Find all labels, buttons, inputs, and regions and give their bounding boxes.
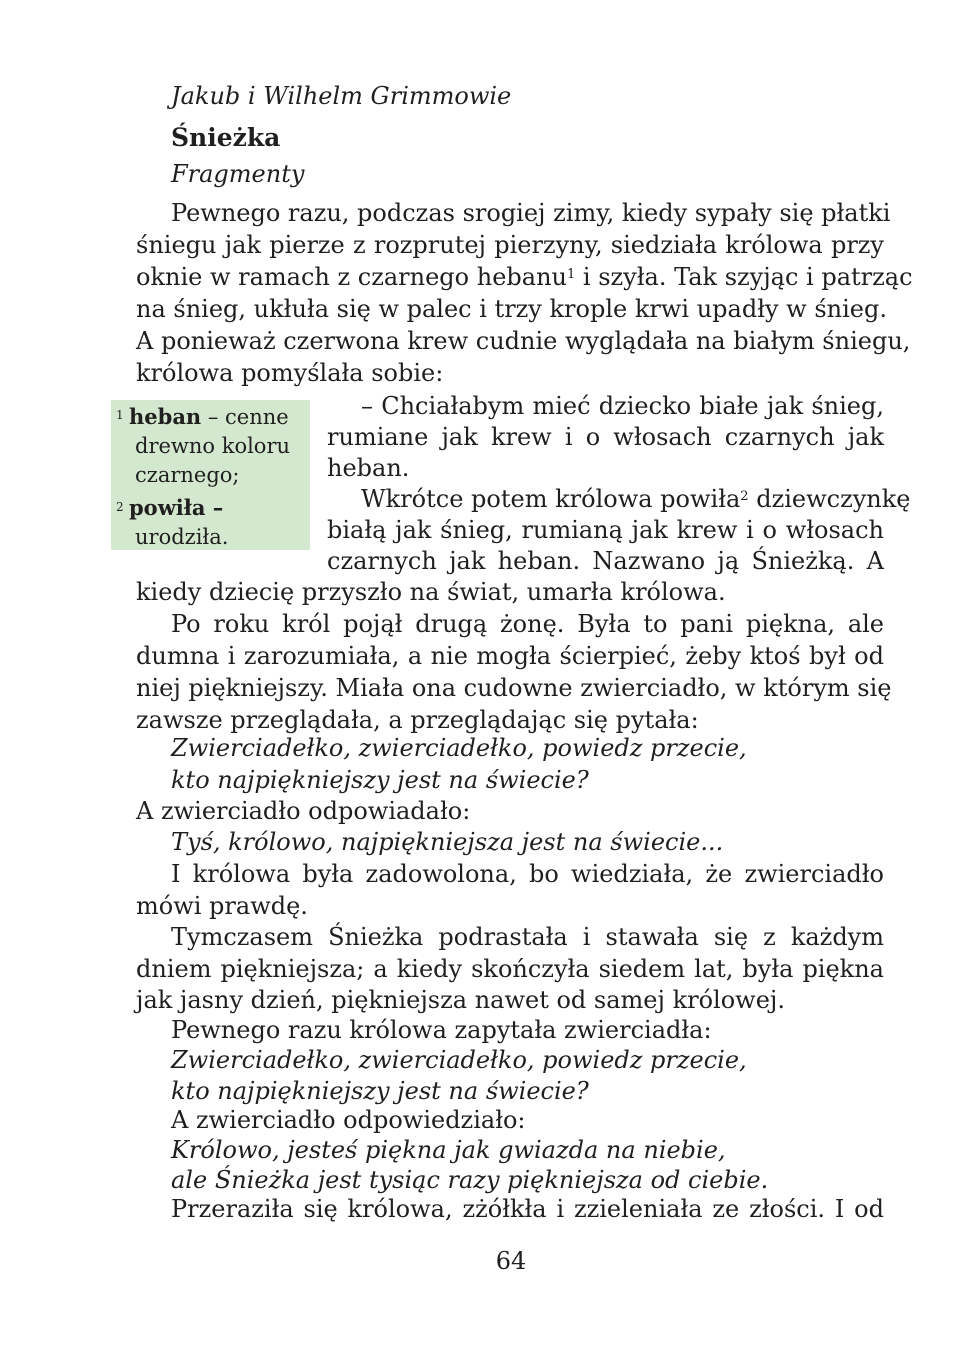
paragraph-line: [136, 261, 913, 293]
text-span: –: [205, 495, 224, 520]
paragraph-line: A zwierciadło odpowiadało:: [136, 797, 471, 825]
author: Jakub i Wilhelm Grimmowie: [171, 82, 512, 110]
paragraph-line: białą jak śnieg, rumianą jak krew i o włosach: [327, 516, 884, 544]
paragraph-line: dniem piękniejsza; a kiedy skończyła siedem lat, była piękna: [136, 955, 884, 983]
footnote-line: [129, 402, 289, 432]
footnote-ref: 1: [567, 267, 576, 282]
paragraph-line: dumna i zarozumiała, a nie mogła ścierpieć, żeby ktoś był od: [136, 642, 884, 670]
paragraph-line: niej piękniejszy. Miała ona cudowne zwierciadło, w którym się: [136, 674, 892, 702]
footnote-ref: 2: [740, 489, 749, 504]
footnote-term: powiła: [129, 495, 206, 520]
footnote-box: [111, 400, 310, 550]
footnote-line: [129, 493, 223, 523]
text-span: oknie w ramach z czarnego hebanu: [136, 263, 567, 291]
footnote-line: drewno koloru: [135, 434, 291, 458]
paragraph-line: Pewnego razu, podczas srogiej zimy, kiedy sypały się płatki: [171, 199, 891, 227]
verse-line: ale Śnieżka jest tysiąc razy piękniejsza od ciebie.: [171, 1166, 769, 1194]
footnote-line: urodziła.: [135, 525, 229, 549]
footnote-line: czarnego;: [135, 463, 240, 487]
text-span: dziewczynkę: [748, 485, 911, 513]
verse-line: kto najpiękniejszy jest na świecie?: [171, 766, 589, 794]
text-span: Wkrótce potem królowa powiła: [361, 485, 741, 513]
paragraph-line: rumiane jak krew i o włosach czarnych jak: [327, 423, 884, 451]
paragraph-line: Po roku król pojął drugą żonę. Była to pani piękna, ale: [171, 610, 884, 638]
paragraph-line: na śnieg, ukłuła się w palec i trzy krople krwi upadły w śnieg.: [136, 295, 887, 323]
footnote-number: 1: [116, 408, 124, 422]
paragraph-line: Pewnego razu królowa zapytała zwierciadła:: [171, 1016, 712, 1044]
paragraph-line: Tymczasem Śnieżka podrastała i stawała się z każdym: [171, 923, 884, 951]
paragraph-line: królowa pomyślała sobie:: [136, 359, 444, 387]
paragraph-line: czarnych jak heban. Nazwano ją Śnieżką. A: [327, 547, 884, 575]
paragraph-line: – Chciałabym mieć dziecko białe jak śnieg,: [361, 392, 884, 420]
text-span: – cenne: [201, 405, 289, 429]
verse-line: kto najpiękniejszy jest na świecie?: [171, 1077, 589, 1105]
paragraph-line: śniegu jak pierze z rozprutej pierzyny, siedziała królowa przy: [136, 231, 884, 259]
verse-line: Królowo, jesteś piękna jak gwiazda na niebie,: [171, 1136, 726, 1164]
text-span: i szyła. Tak szyjąc i patrząc: [575, 263, 913, 291]
paragraph-line: [361, 483, 911, 515]
paragraph-line: A ponieważ czerwona krew cudnie wyglądała na białym śniegu,: [136, 327, 911, 355]
paragraph-line: kiedy dziecię przyszło na świat, umarła królowa.: [136, 578, 726, 606]
verse-line: Tyś, królowo, najpiękniejsza jest na świecie...: [171, 828, 724, 856]
paragraph-line: I królowa była zadowolona, bo wiedziała, że zwierciadło: [171, 860, 884, 888]
verse-line: Zwierciadełko, zwierciadełko, powiedz przecie,: [171, 734, 747, 762]
paragraph-line: jak jasny dzień, piękniejsza nawet od samej królowej.: [136, 986, 785, 1014]
verse-line: Zwierciadełko, zwierciadełko, powiedz przecie,: [171, 1046, 747, 1074]
paragraph-line: A zwierciadło odpowiedziało:: [171, 1106, 526, 1134]
subtitle: Fragmenty: [171, 160, 305, 188]
page-title: Śnieżka: [171, 123, 281, 152]
paragraph-line: mówi prawdę.: [136, 892, 308, 920]
paragraph-line: Przeraziła się królowa, zżółkła i zzieleniała ze złości. I od: [171, 1195, 884, 1223]
paragraph-line: heban.: [327, 454, 410, 482]
footnote-term: heban: [129, 404, 202, 429]
footnote-number: 2: [116, 500, 124, 514]
paragraph-line: zawsze przeglądała, a przeglądając się pytała:: [136, 706, 699, 734]
page-number: 64: [495, 1247, 527, 1275]
